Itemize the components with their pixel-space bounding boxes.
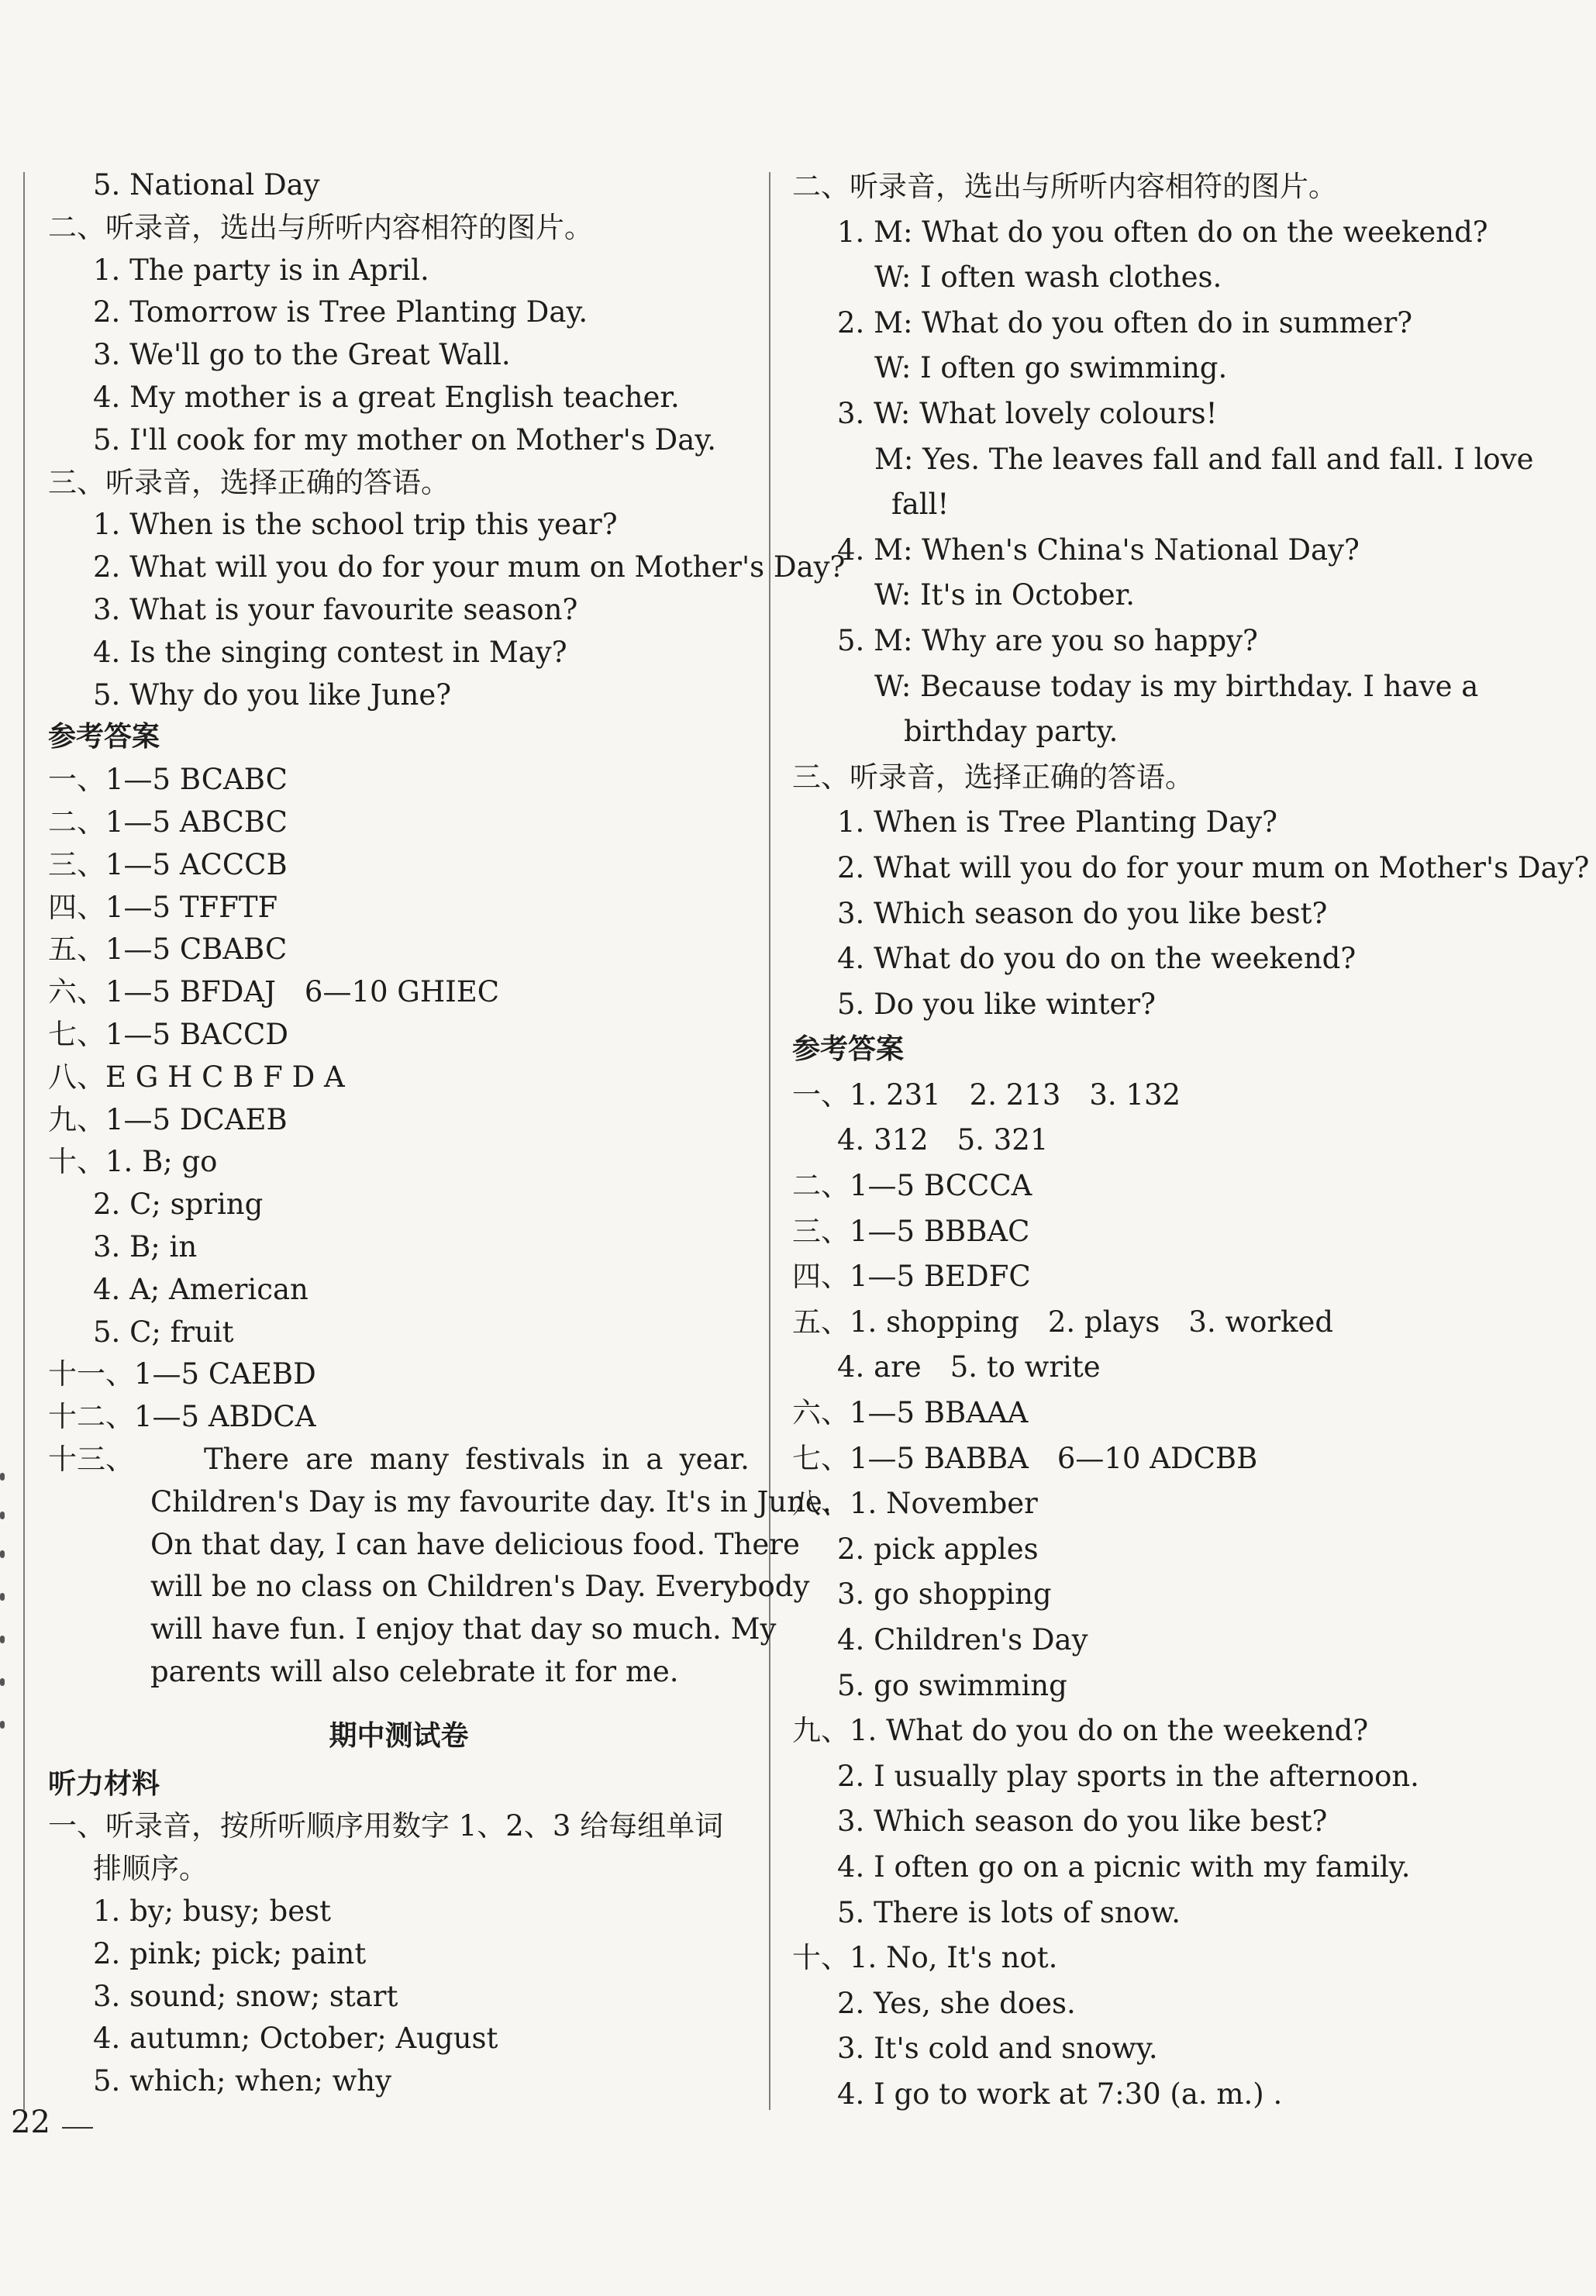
answer-line: 二、1—5 ABCBC	[48, 805, 288, 839]
essay-word: festivals	[465, 1442, 586, 1476]
dialogue-line: 5. M: Why are you so happy?	[837, 623, 1258, 657]
answer-line: 八、1. November	[792, 1487, 1038, 1521]
answer-line: 一、1. 231 2. 213 3. 132	[792, 1077, 1181, 1112]
word-group: 1. by; busy; best	[93, 1894, 331, 1929]
dialogue-line: fall!	[891, 488, 950, 522]
essay-line: parents will also celebrate it for me.	[150, 1654, 679, 1688]
answer-key-heading: 参考答案	[48, 721, 160, 753]
dialogue-line: W: I often go swimming.	[874, 351, 1228, 385]
essay-line: will have fun. I enjoy that day so much. My	[150, 1612, 777, 1646]
text-line: 3. We'll go to the Great Wall.	[93, 338, 511, 372]
answer-line: 4. 312 5. 321	[837, 1123, 1049, 1157]
text-line: 1. When is the school trip this year?	[93, 508, 618, 542]
answer-line: 十、1. No, It's not.	[792, 1941, 1058, 1975]
answer-key-heading: 参考答案	[792, 1033, 905, 1066]
dialogue-line: W: It's in October.	[874, 578, 1136, 612]
essay-line: will be no class on Children's Day. Everybody	[150, 1570, 810, 1604]
answer-line: 2. C; spring	[93, 1188, 264, 1222]
answer-line: 2. Yes, she does.	[837, 1986, 1076, 2020]
edge-mark	[0, 1550, 5, 1558]
edge-mark	[0, 1593, 5, 1601]
listening-heading: 听力材料	[48, 1767, 160, 1800]
answer-line: 5. There is lots of snow.	[837, 1895, 1181, 1929]
text-line: 4. What do you do on the weekend?	[837, 942, 1356, 976]
answer-line: 5. C; fruit	[93, 1315, 234, 1349]
text-line: 4. Is the singing contest in May?	[93, 635, 567, 669]
essay-label: 十三、	[48, 1442, 134, 1476]
essay-line: On that day, I can have delicious food. There	[150, 1527, 800, 1561]
dialogue-line: birthday party.	[904, 715, 1119, 749]
edge-mark	[0, 1721, 5, 1729]
dialogue-line: 4. M: When's China's National Day?	[837, 533, 1360, 567]
word-group: 2. pink; pick; paint	[93, 1936, 367, 1970]
answer-line: 十、1. B; go	[48, 1145, 218, 1179]
right-column	[792, 164, 1590, 2118]
answer-line: 4. I often go on a picnic with my family.	[837, 1850, 1411, 1884]
answer-line: 4. A; American	[93, 1272, 309, 1306]
answer-line: 十二、1—5 ABDCA	[48, 1400, 316, 1434]
answer-line: 六、1—5 BBAAA	[792, 1396, 1029, 1430]
answer-line: 4. are 5. to write	[837, 1350, 1101, 1384]
answer-line: 2. pick apples	[837, 1532, 1039, 1566]
answer-line: 3. go shopping	[837, 1577, 1052, 1612]
word-group: 4. autumn; October; August	[93, 2022, 498, 2056]
page-number: 22	[11, 2105, 50, 2140]
dialogue-line: 1. M: What do you often do on the weekend?	[837, 215, 1488, 249]
text-line: 5. National Day	[93, 168, 320, 202]
answer-line: 一、1—5 BCABC	[48, 763, 288, 797]
answer-line: 五、1—5 CBABC	[48, 933, 288, 967]
answer-line: 六、1—5 BFDAJ 6—10 GHIEC	[48, 975, 500, 1009]
word-group: 3. sound; snow; start	[93, 1979, 398, 2013]
section-title: 期中测试卷	[329, 1719, 469, 1752]
answer-line: 九、1. What do you do on the weekend?	[792, 1714, 1369, 1748]
dialogue-line: W: Because today is my birthday. I have a	[874, 669, 1479, 703]
answer-line: 三、1—5 ACCCB	[48, 847, 288, 881]
word-group: 5. which; when; why	[93, 2064, 392, 2098]
answer-line: 五、1. shopping 2. plays 3. worked	[792, 1305, 1334, 1339]
left-column	[48, 164, 846, 2103]
answer-line: 三、1—5 BBBAC	[792, 1214, 1030, 1248]
answer-line: 七、1—5 BABBA 6—10 ADCBB	[792, 1441, 1258, 1475]
answer-line: 2. I usually play sports in the afternoon.	[837, 1759, 1419, 1793]
edge-mark	[0, 1473, 5, 1481]
essay-word: a	[646, 1442, 664, 1476]
column-divider	[769, 172, 770, 2110]
answer-line: 3. Which season do you like best?	[837, 1805, 1328, 1839]
answer-line: 九、1—5 DCAEB	[48, 1102, 288, 1136]
answer-line: 5. go swimming	[837, 1668, 1067, 1702]
text-line: 2. Tomorrow is Tree Planting Day.	[93, 295, 588, 329]
answer-line: 4. Children's Day	[837, 1623, 1088, 1656]
dialogue-line: 3. W: What lovely colours!	[837, 396, 1218, 430]
question-heading-cont: 排顺序。	[93, 1852, 208, 1886]
essay-first-line	[48, 1439, 750, 1481]
question-heading: 一、听录音，按所听顺序用数字 1、2、3 给每组单词	[48, 1809, 724, 1843]
edge-mark	[0, 1636, 5, 1643]
essay-word: There	[204, 1442, 289, 1476]
text-line: 5. I'll cook for my mother on Mother's Day.	[93, 422, 717, 457]
answer-line: 4. I go to work at 7:30 (a. m.) .	[837, 2077, 1283, 2111]
text-line: 1. The party is in April.	[93, 253, 429, 287]
essay-line: Children's Day is my favourite day. It's in June.	[150, 1484, 832, 1519]
page-number-dash	[62, 2127, 93, 2129]
text-line: 5. Do you like winter?	[837, 987, 1156, 1021]
answer-line: 3. It's cold and snowy.	[837, 2032, 1158, 2066]
text-line: 2. What will you do for your mum on Mother's Day?	[837, 850, 1590, 884]
question-heading: 三、听录音，选择正确的答语。	[792, 760, 1194, 794]
essay-first-words	[134, 1439, 750, 1481]
answer-line: 十一、1—5 CAEBD	[48, 1357, 316, 1391]
answer-line: 3. B; in	[93, 1229, 198, 1263]
answer-line: 八、E G H C B F D A	[48, 1060, 345, 1094]
text-line: 1. When is Tree Planting Day?	[837, 805, 1277, 839]
essay-word: are	[305, 1442, 353, 1476]
text-line: 4. My mother is a great English teacher.	[93, 380, 680, 414]
essay-word: year.	[679, 1442, 750, 1476]
essay-word: in	[602, 1442, 630, 1476]
dialogue-line: 2. M: What do you often do in summer?	[837, 305, 1413, 340]
question-heading: 二、听录音，选出与所听内容相符的图片。	[792, 170, 1337, 203]
answer-line: 七、1—5 BACCD	[48, 1017, 289, 1051]
text-line: 3. What is your favourite season?	[93, 592, 578, 626]
left-margin-line	[23, 172, 25, 2110]
question-heading: 二、听录音，选出与所听内容相符的图片。	[48, 210, 593, 244]
answer-line: 四、1—5 TFFTF	[48, 890, 278, 924]
question-heading: 三、听录音，选择正确的答语。	[48, 465, 450, 499]
answer-line: 二、1—5 BCCCA	[792, 1169, 1032, 1203]
dialogue-line: W: I often wash clothes.	[874, 260, 1222, 295]
essay-word: many	[370, 1442, 449, 1476]
answer-line: 四、1—5 BEDFC	[792, 1260, 1031, 1294]
edge-mark	[0, 1678, 5, 1686]
text-line: 5. Why do you like June?	[93, 677, 452, 712]
text-line: 3. Which season do you like best?	[837, 896, 1328, 930]
dialogue-line: M: Yes. The leaves fall and fall and fall. I love	[874, 442, 1534, 476]
text-line: 2. What will you do for your mum on Mother's Day?	[93, 550, 846, 584]
edge-mark	[0, 1512, 5, 1519]
